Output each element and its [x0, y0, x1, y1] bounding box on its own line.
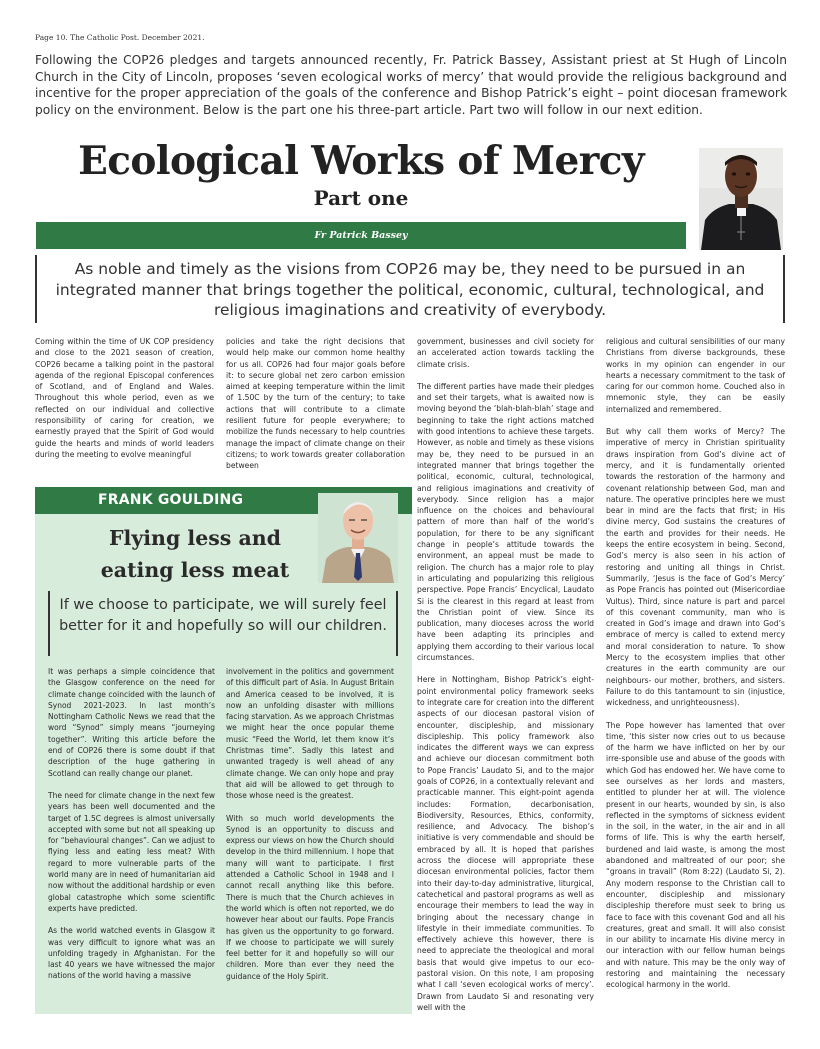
author-portrait-frank	[318, 493, 398, 583]
article-pullquote: As noble and timely as the visions from COP26 may be, they need to be pursued in an integrated manner that brings together the political, economic, cultural, technological, and religious imaginations and creativity of everybody.	[35, 255, 785, 323]
article-paragraph: But why call them works of Mercy? The imperative of mercy in Christian spirituality draws inspiration from God’s divine act of mercy, and it is fundamentally oriented towards the restoration of the harmony and covenant relationship between God, man and nature. The operative principles here we must bear in mind are the facts that first; in His divine mercy, God sustains the creatures of the earth and provides for their needs. He keeps the entire ecosystem in being. Second, God’s mercy is also seen in his action of restoring and uniting all things in Christ. Summarily, ‘Jesus is the face of God’s Mercy’ as Pope Francis has pointed out (Misericordiae Vultus). Third, since nature is part and parcel of this covenant community, man who is created in God’s image and drawn into God’s embrace of mercy is called to extend mercy and moral consideration to nature. To show Mercy to the ecosystem implies that other creatures in the earth community are our neighbours- our mother, brothers, and sisters. Failure to do this tantamount to sin (injustice, wickedness, and unrighteousness).	[606, 427, 785, 708]
sidebar-title	[70, 522, 320, 586]
sidebar-author: FRANK GOULDING	[98, 492, 244, 508]
intro-paragraph: Following the COP26 pledges and targets announced recently, Fr. Patrick Bassey, Assistant priest at St Hugh of Lincoln Church in the City of Lincoln, proposes ‘seven ecological works of mercy’ that would provide the religious background and incentive for the proper appreciation of the goals of the conference and Bishop Patrick’s eight – point diocesan framework policy on the environment. Below is the part one his three-part article. Part two will follow in our next edition.	[35, 53, 787, 117]
article-paragraph: policies and take the right decisions that would help make our common home healthy for us all. COP26 had four major goals before it: to secure global net zero carbon emission aimed at keeping temperature within the limit of 1.50C by the turn of the century; to take actions that will contribute to a climate resilient future for people everywhere; to mobilize the funds necessary to help countries manage the impact of climate change on their citizens; to work towards greater collaboration between	[226, 337, 405, 471]
article-column-4	[606, 336, 785, 991]
article-paragraph: religious and cultural sensibilities of our many Christians from diverse backgrounds, these works in my opinion can engender in our hearts a necessary commitment to the task of caring for our common home. Couched also in mnemonic style, they can be easily internalized and remembered.	[606, 337, 785, 414]
article-paragraph: Coming within the time of UK COP presidency and close to the 2021 season of creation, COP26 became a talking point in the pastoral agenda of the regional Episcopal conferences of Scotland, and of England and Wales. Throughout this whole period, even as we reflected on our individual and collective responsibility of caring for creation, we earnestly prayed that the Spirit of God would guide the hearts and minds of world leaders during the meeting to evolve meaningful	[35, 337, 214, 459]
sidebar-paragraph: The need for climate change in the next few years has been well documented and the target of 1.5C degrees is almost universally accepted with some but not all speaking up for “behavioural changes”. Can we adjust to flying less and eating less meat? With regard to more vulnerable parts of the world many are in need of humanitarian aid now without the additional hardship or even global catastrophe which some scientific experts have predicted.	[48, 790, 215, 913]
sidebar-paragraph: involvement in the politics and government of this difficult part of Asia. In August Britain and America ceased to be involved, it is now an unfolding disaster with millions facing starvation. As we approach Christmas we might hear the once popular theme music “Feed the World, let them know it’s Christmas time”. Sadly this latest and unwanted tragedy is well ahead of any climate change. We can only hope and pray that aid will be allowed to get through to those whose need is the greatest.	[226, 667, 394, 801]
article-paragraph: government, businesses and civil society for an accelerated action towards tackling the climate crisis.	[417, 337, 594, 369]
article-column-3	[417, 336, 594, 1013]
sidebar-title-line: eating less meat	[100, 558, 290, 582]
sidebar-pullquote: If we choose to participate, we will surely feel better for it and hopefully so will our children.	[48, 591, 398, 656]
sidebar-paragraph: As the world watched events in Glasgow it was very difficult to ignore what was an unfolding tragedy in Afghanistan. For the last 40 years we have witnessed the major nations of the world having a massive	[48, 926, 215, 981]
sidebar-title-line: Flying less and	[109, 526, 281, 550]
sidebar-paragraph: It was perhaps a simple coincidence that the Glasgow conference on the need for climate change coincided with the launch of Synod 2021-2023. In last month’s Nottingham Catholic News we read that the word “Synod” simply means “journeying together”. Writing this article before the end of COP26 there is some doubt if that description of the huge gathering in Scotland can really change our planet.	[48, 667, 215, 778]
article-subtitle: Part one	[313, 186, 409, 210]
author-portrait-priest	[699, 148, 783, 250]
sidebar-paragraph: With so much world developments the Synod is an opportunity to discuss and express our views on how the Church should develop in the third millennium. I hope that many will want to participate. I first attended a Catholic School in 1948 and I cannot recall anything like this before. There is much that the Church achieves in the world which is often not reported, we do however hear about our faults. Pope Francis has given us the opportunity to go forward. If we choose to participate we will surely feel better for it and hopefully so will our children. More than ever they need the guidance of the Holy Spirit.	[226, 813, 394, 981]
sidebar-column-1	[48, 666, 215, 982]
article-title: Ecological Works of Mercy	[78, 138, 644, 184]
page-header: Page 10. The Catholic Post. December 2021.	[35, 33, 205, 42]
article-column-1	[35, 336, 214, 460]
article-column-2	[226, 336, 405, 472]
byline-bar: Fr Patrick Bassey	[36, 222, 686, 249]
article-paragraph: Here in Nottingham, Bishop Patrick’s eight-point environmental policy framework seeks to integrate care for creation into the different aspects of our diocesan pastoral vision of encounter, discipleship, and missionary discipleship. This policy framework also indicates the different ways we can express and achieve our diocesan commitment both to Pope Francis’ Laudato Si, and to the major goals of COP26, in a contextually relevant and practicable manner. This eight-point agenda includes: Formation, decarbonisation, Biodiversity, Resources, Ethics, conformity, resilience, and Advocacy. The bishop’s initiative is very commendable and should be embraced by all. It is hoped that parishes across the diocese will appropriate these diocesan environmental policies, factor them into their day-to-day administrative, liturgical, catechetical and pastoral programs as well as encourage their members to lead the way in bringing about the necessary change in lifestyle in their immediate communities. To effectively achieve this however, there is need to appreciate the theological and moral basis that would give impetus to our eco-pastoral vision. On this note, I am proposing what I call ‘seven ecological works of mercy’. Drawn from Laudato Si and resonating very well with the	[417, 675, 594, 1012]
sidebar-article	[35, 487, 412, 1014]
article-paragraph: The different parties have made their pledges and set their targets, what is awaited now is moving beyond the ‘blah-blah-blah’ stage and beginning to take the right actions matched with good intentions to achieve these targets. However, as noble and timely as these visions may be, they need to be pursued in an integrated manner that brings together the political, economic, cultural, technological, and religious imaginations and creativity of everybody. Since religion has a major influence on the choices and behavioural pattern of more than half of the world’s population, for there to be any significant change in people’s attitude towards the environment, an appeal must be made to religion. The church has a major role to play in articulating and popularizing this religious perspective. Pope Francis’ Encyclical, Laudato Si is the clearest in this regard at least from the Christian point of view. Since its publication, many dioceses across the world have been adapting its principles and applying them according to their various local circumstances.	[417, 381, 594, 663]
article-paragraph: The Pope however has lamented that over time, ‘this sister now cries out to us because of the harm we have inflicted on her by our irre-sponsible use and abuse of the goods with which God has endowed her. We have come to see ourselves as her lords and masters, entitled to plunder her at will. The violence present in our hearts, wounded by sin, is also reflected in the symptoms of sickness evident in the soil, in the water, in the air and in all forms of life. This is why the earth herself, burdened and laid waste, is among the most abandoned and maltreated of our poor; she “groans in travail” (Rom 8:22) (Laudato Si, 2). Any modern response to the Christian call to encounter, discipleship and missionary discipleship therefore must seek to bring us face to face with this covenant God and all his creatures, great and small. It will also consist in our ability to incarnate His divine mercy in our interaction with our fellow human beings and with nature. This may be the only way of restoring and maintaining the necessary ecological harmony in the world.	[606, 720, 785, 990]
sidebar-column-2	[226, 666, 394, 982]
